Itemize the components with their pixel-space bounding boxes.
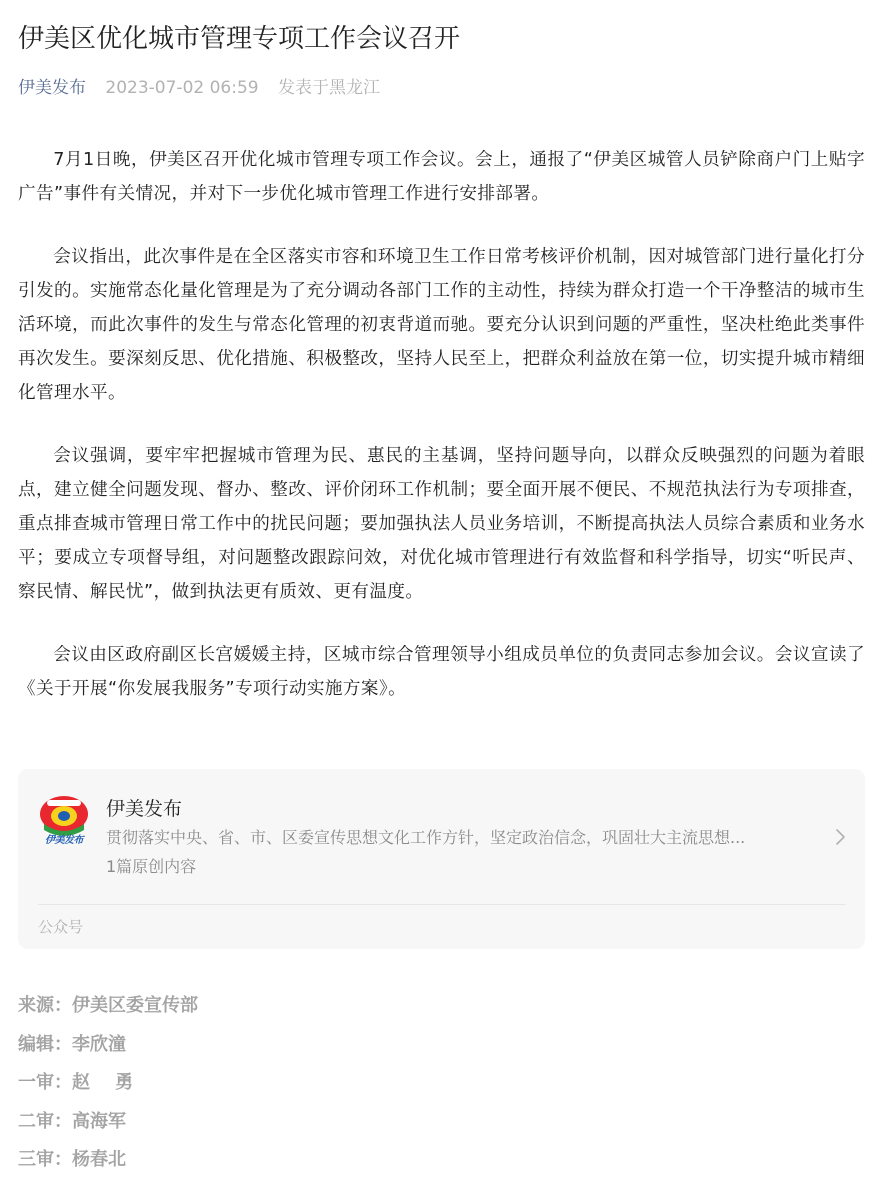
paragraph: 会议由区政府副区长宫媛媛主持，区城市综合管理领导小组成员单位的负责同志参加会议。会议宣读了《关于开展“你发展我服务”专项行动实施方案》。 (18, 645, 865, 699)
card-account-name: 伊美发布 (106, 798, 183, 820)
chevron-right-icon[interactable] (835, 827, 847, 847)
account-name-link[interactable]: 伊美发布 (18, 78, 86, 98)
paragraph: 会议指出，此次事件是在全区落实市容和环境卫生工作日常考核评价机制，因对城管部门进行量化打分引发的。实施常态化量化管理是为了充分调动各部门工作的主动性，持续为群众打造一个干净整洁的城市生活环境，而此次事件的发生与常态化管理的初衷背道而驰。要充分认识到问题的严重性，坚决杜绝此类事件再次发生。要深刻反思、优化措施、积极整改，坚持人民至上，把群众利益放在第一位，切实提升城市精细化管理水平。 (18, 247, 865, 403)
paragraph: 会议强调，要牢牢把握城市管理为民、惠民的主基调，坚持问题导向，以群众反映强烈的问题为着眼点，建立健全问题发现、督办、整改、评价闭环工作机制；要全面开展不便民、不规范执法行为专项排查，重点排查城市管理日常工作中的扰民问题；要加强执法人员业务培训，不断提高执法人员综合素质和业务水平；要成立专项督导组，对问题整改跟踪问效，对优化城市管理进行有效监督和科学指导，切实“听民声、察民情、解民忧”，做到执法更有质效、更有温度。 (18, 446, 865, 602)
credit-editor: 编辑：李欣潼 (18, 1033, 126, 1055)
credit-third-review: 三审：杨春北 (18, 1149, 126, 1170)
credit-second-review: 二审：高海军 (18, 1110, 126, 1132)
card-original-count: 1篇原创内容 (106, 857, 197, 876)
credit-first-review: 一审：赵 勇 (18, 1072, 134, 1093)
card-divider (38, 904, 845, 905)
account-profile-card[interactable] (18, 769, 865, 949)
card-account-description: 贯彻落实中央、省、市、区委宣传思想文化工作方针，坚定政治信念，巩固壮大主流思想... (106, 828, 746, 847)
credits-section (18, 987, 198, 1180)
card-type-label: 公众号 (38, 918, 84, 936)
article-meta (18, 74, 380, 102)
article-title: 伊美区优化城市管理专项工作会议召开 (18, 24, 461, 54)
paragraph: 7月1日晚，伊美区召开优化城市管理专项工作会议。会上，通报了“伊美区城管人员铲除商户门上贴字广告”事件有关情况，并对下一步优化城市管理工作进行安排部署。 (18, 150, 865, 204)
account-logo-text: 伊美发布 (45, 835, 83, 846)
account-logo (36, 794, 92, 850)
article-body (18, 143, 865, 735)
publish-time: 2023-07-02 06:59 (105, 78, 259, 98)
credit-source: 来源：伊美区委宣传部 (18, 995, 198, 1016)
publish-location: 发表于黑龙江 (278, 78, 381, 98)
